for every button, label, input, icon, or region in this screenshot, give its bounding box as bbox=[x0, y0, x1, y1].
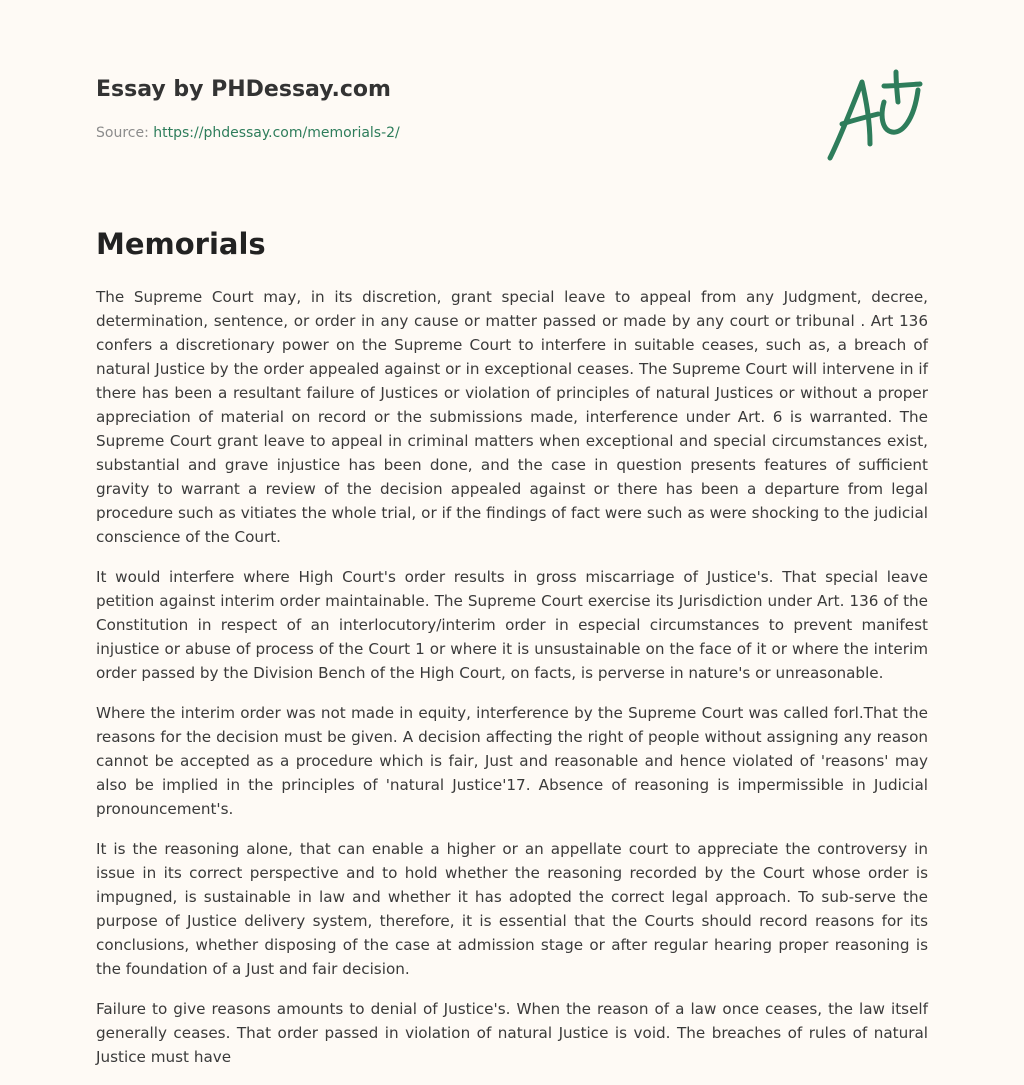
source-line bbox=[96, 123, 400, 143]
source-link[interactable]: https://phdessay.com/memorials-2/ bbox=[153, 125, 400, 141]
essay-body bbox=[96, 285, 928, 1085]
paragraph: The Supreme Court may, in its discretion, grant special leave to appeal from any Judgment, decree, determination, sentence, or order in any cause or matter passed or made by any court or tribunal . Art 136 confers a discretionary power on the Supreme Court to interfere in suitable ceases, such as, a breach of natural Justice by the order appealed against or in exceptional ceases. The Supreme Court will intervene in if there has been a resultant failure of Justices or violation of principles of natural Justices or without a proper appreciation of material on record or the submissions made, interference under Art. 6 is warranted. The Supreme Court grant leave to appeal in criminal matters when exceptional and special circumstances exist, substantial and grave injustice has been done, and the case in question presents features of sufficient gravity to warrant a review of the decision appealed against or there has been a departure from legal procedure such as vitiates the whole trial, or if the findings of fact were such as were shocking to the judicial conscience of the Court. bbox=[96, 288, 928, 546]
site-title: Essay by PHDessay.com bbox=[96, 77, 391, 102]
paragraph: It would interfere where High Court's order results in gross miscarriage of Justice's. That special leave petition against interim order maintainable. The Supreme Court exercise its Jurisdiction under Art. 136 of the Constitution in respect of an interlocutory/interim order in especial circumstances to prevent manifest injustice or abuse of process of the Court 1 or where it is unsustainable on the face of it or where the interim order passed by the Division Bench of the High Court, on facts, is perverse in nature's or unreasonable. bbox=[96, 568, 928, 682]
a-plus-logo-icon bbox=[826, 68, 926, 164]
document-title: Memorials bbox=[96, 227, 266, 261]
source-label: Source: bbox=[96, 125, 154, 141]
paragraph: Where the interim order was not made in equity, interference by the Supreme Court was called forl.That the reasons for the decision must be given. A decision affecting the right of people without assigning any reason cannot be accepted as a procedure which is fair, Just and reasonable and hence violated of 'reasons' may also be implied in the principles of 'natural Justice'17. Absence of reasoning is impermissible in Judicial pronouncement's. bbox=[96, 704, 928, 818]
paragraph: Failure to give reasons amounts to denial of Justice's. When the reason of a law once ceases, the law itself generally ceases. That order passed in violation of natural Justice is void. The breaches of rules of natural Justice must have bbox=[96, 1000, 928, 1066]
paragraph: It is the reasoning alone, that can enable a higher or an appellate court to appreciate the controversy in issue in its correct perspective and to hold whether the reasoning recorded by the Court whose order is impugned, is sustainable in law and whether it has adopted the correct legal approach. To sub-serve the purpose of Justice delivery system, therefore, it is essential that the Courts should record reasons for its conclusions, whether disposing of the case at admission stage or after regular hearing proper reasoning is the foundation of a Just and fair decision. bbox=[96, 840, 928, 978]
page-header bbox=[96, 74, 928, 184]
